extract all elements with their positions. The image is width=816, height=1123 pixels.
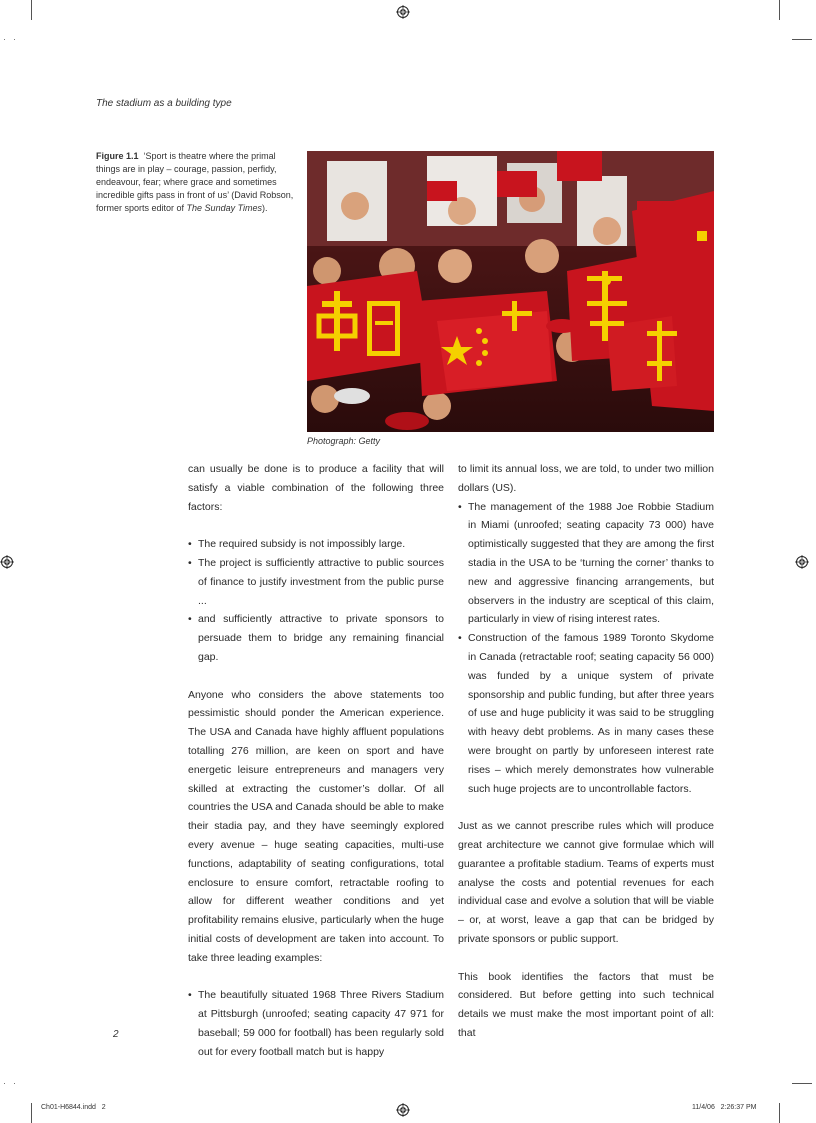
caption-text: ‘Sport is theatre where the primal things are in play – courage, passion, perfidy, endeavour, fear; where grace and sometimes incredible gifts pass in front of us’ (David Robson, former sports editor of — [96, 151, 294, 213]
list-item: • and sufficiently attractive to private sponsors to persuade them to bridge any remaining financial gap. — [188, 610, 444, 666]
crop-mark-bottom-left — [31, 1103, 32, 1123]
list-item: • The required subsidy is not impossibly large. — [188, 535, 444, 554]
corner-tick — [14, 39, 15, 40]
crop-mark-top-right — [779, 0, 780, 20]
slug-timestamp: 11/4/06 2:26:37 PM — [692, 1104, 757, 1111]
crop-mark-top-left — [31, 0, 32, 20]
paragraph: Anyone who considers the above statements too pessimistic should ponder the American experience. The USA and Canada have highly affluent populations totalling 276 million, are keen on sport and have energetic leisure entrepreneurs and managers very skilled at extracting the customer’s dollar. Of all countries the USA and Canada should be able to make their stadia pay, and they have seemingly explored every avenue – huge seating capacities, multi-use functions, adaptability of seating configurations, total enclosure to ensure comfort, retractable roofing to allow for different weather conditions and yet profitability remains elusive, particularly when the huge initial costs of development are taken into account. To take three leading examples: — [188, 688, 444, 964]
caption-publication: The Sunday Times — [186, 203, 263, 213]
body-column-right — [458, 460, 714, 1043]
crowd-of-fans-waving-chinese-flags-icon — [307, 151, 714, 432]
photo-credit: Photograph: Getty — [307, 436, 381, 446]
list-item: • The project is sufficiently attractive to public sources of finance to justify investment from the public purse ... — [188, 554, 444, 610]
figure-caption — [96, 150, 296, 215]
bullet-list — [188, 986, 444, 1061]
figure-number: Figure 1.1 — [96, 151, 139, 161]
corner-tick — [4, 39, 5, 40]
paragraph: to limit its annual loss, we are told, to under two million dollars (US). — [458, 463, 714, 494]
paragraph: Just as we cannot prescribe rules which will produce great architecture we cannot give formulae which will guarantee a profitable stadium. Teams of experts must analyse the costs and potential revenues for each individual case and evolve a solution that will be viable – or, at worst, leave a gap that can be bridged by private sponsors or public support. — [458, 820, 714, 945]
paragraph: This book identifies the factors that must be considered. But before getting into such technical details we must make the most important point of all: that — [458, 970, 714, 1039]
registration-mark-icon — [795, 555, 809, 569]
caption-end: ). — [262, 203, 268, 213]
list-item: • The management of the 1988 Joe Robbie Stadium in Miami (unroofed; seating capacity 73 000) have optimistically suggested that they are among the first stadia in the USA to be ‘turning the corner’ thanks to new and aggressive financing arrangements, but observers in the industry are sceptical of this claim, particularly in view of rising interest rates. — [458, 498, 714, 630]
crop-mark-right-bottom — [792, 1083, 812, 1084]
page-number: 2 — [113, 1029, 119, 1040]
slug-filename: Ch01-H6844.indd 2 — [41, 1104, 106, 1111]
corner-tick — [4, 1083, 5, 1084]
running-head: The stadium as a building type — [96, 98, 232, 109]
registration-mark-icon — [396, 1103, 410, 1117]
body-column-left — [188, 460, 444, 1062]
registration-mark-icon — [396, 5, 410, 19]
crop-mark-right-top — [792, 39, 812, 40]
paragraph: can usually be done is to produce a facility that will satisfy a viable combination of the following three factors: — [188, 463, 444, 513]
registration-mark-icon — [0, 555, 14, 569]
bullet-list — [458, 498, 714, 799]
crowd-photograph — [307, 151, 714, 432]
corner-tick — [14, 1083, 15, 1084]
list-item: • Construction of the famous 1989 Toronto Skydome in Canada (retractable roof; seating capacity 56 000) was funded by a unique system of private sponsorship and public funding, but after three years of use and huge publicity it was said to be struggling with heavy debt problems. As in many cases these were brought on partly by unforeseen interest rate rises – which merely demonstrates how vulnerable such huge projects are to uncontrollable factors. — [458, 629, 714, 798]
crop-mark-bottom-right — [779, 1103, 780, 1123]
list-item: • The beautifully situated 1968 Three Rivers Stadium at Pittsburgh (unroofed; seating capacity 47 971 for baseball; 59 000 for football) has been regularly sold out for every football match but is happy — [188, 986, 444, 1061]
bullet-list — [188, 535, 444, 667]
